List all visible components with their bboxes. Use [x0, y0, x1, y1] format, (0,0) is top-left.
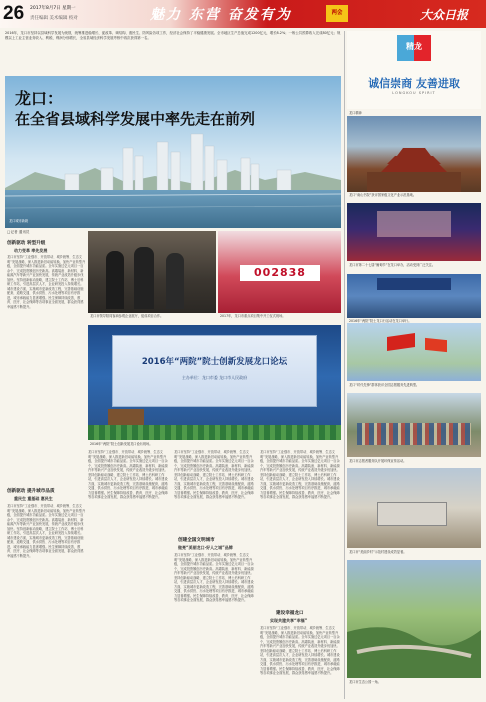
spirit-english: LONGKOU SPIRIT	[392, 91, 436, 95]
date-line: 2017年8月7日 星期一	[30, 6, 76, 11]
section-3-subheading: 做亮“美丽龙口·好人之城”品牌	[178, 545, 233, 550]
right-photo-1	[347, 116, 481, 192]
mid-photo-2	[218, 231, 341, 313]
right-photo-7	[347, 560, 481, 678]
forum-plants	[88, 425, 341, 440]
forum-caption: 2016年“两院”院士创新发展龙口论坛现场。	[90, 442, 153, 446]
mid-body-col-1: 龙口市坚持“工业强市、开放带动、城乡统筹、生态文明”发展战略，深入推进新旧动能转换，加快产业转型升级，全面提升城市功能品质。全年实施过亿元项目一百余个，完成投资额创历史新高。高端装备、新材料、新能源汽车等新兴产业加快发展，传统产业改造升级步伐加快。坚持创新驱动战略，建立院士工作站、博士后科研工作站，引进高层次人才，企业研发投入持续增长。城市建设方面，实施城市更新改造工程，完善基础设施配套，道路交通、供水供热、污水处理等项目有序推进，城市承载能力显著增强。民生保障持续改善，教育、医疗、社会保障等各项事业全面发展，群众获得感幸福感不断提升。	[88, 450, 168, 499]
lead-paragraph: 2016年，龙口市坚持以县域科学发展为统领，统筹推进稳增长、促改革、调结构、惠民生、防风险各项工作，经济社会保持了平稳健康发展。全市地区生产总值完成1200亿元，增长8.2%；一般公共预算收入完成80亿元；规模以上工业主营业务收入、利税、利润分别增长，全省县域经济科学发展考核中再次获得第一名。	[5, 31, 341, 40]
right-photo-4	[347, 323, 481, 381]
mid-body-col-2a: 龙口市坚持“工业强市、开放带动、城乡统筹、生态文明”发展战略，深入推进新旧动能转换，加快产业转型升级，全面提升城市功能品质。全年实施过亿元项目一百余个，完成投资额创历史新高。高端装备、新材料、新能源汽车等新兴产业加快发展，传统产业改造升级步伐加快。坚持创新驱动战略，建立院士工作站、博士后科研工作站，引进高层次人才，企业研发投入持续增长。城市建设方面，实施城市更新改造工程，完善基础设施配套，道路交通、供水供热、污水处理等项目有序推进，城市承载能力显著增强。民生保障持续改善，教育、医疗、社会保障等各项事业全面发展，群众获得感幸福感不断提升。	[174, 450, 254, 499]
forum-banner-title: 2016年“两院”院士创新发展龙口论坛	[141, 357, 288, 367]
stage-screen	[377, 211, 451, 237]
right-caption-6: 龙口市“美丽乡村”示范村建设成效显著。	[349, 550, 407, 554]
longkou-spirit-logo-panel	[347, 31, 481, 109]
forum-screen	[112, 335, 317, 407]
section-2-heading: 创新驱动 提升城市品质	[7, 489, 55, 494]
mid-body-col-3a: 龙口市坚持“工业强市、开放带动、城乡统筹、生态文明”发展战略，深入推进新旧动能转换，加快产业转型升级，全面提升城市功能品质。全年实施过亿元项目一百余个，完成投资额创历史新高。高端装备、新材料、新能源汽车等新兴产业加快发展，传统产业改造升级步伐加快。坚持创新驱动战略，建立院士工作站、博士后科研工作站，引进高层次人才，企业研发投入持续增长。城市建设方面，实施城市更新改造工程，完善基础设施配套，道路交通、供水供热、污水处理等项目有序推进，城市承载能力显著增强。民生保障持续改善，教育、医疗、社会保障等各项事业全面发展，群众获得感幸福感不断提升。	[260, 450, 340, 499]
header-bar	[0, 0, 486, 28]
right-photo-2	[347, 203, 481, 261]
column-rule	[344, 31, 345, 699]
logo-text-banner	[377, 278, 451, 290]
right-caption-1: 龙口“南山书院”获评国家级文化产业示范基地。	[349, 193, 417, 197]
section-4-subheading: 实现共建共享“幸福”	[270, 618, 308, 623]
section-1-heading: 创新驱动 转型升级	[7, 241, 46, 246]
section-2-subheading: 重民生 重基础 惠民生	[14, 496, 53, 501]
section-4-heading: 建设幸福龙口	[276, 611, 304, 616]
mid-body-col-2b: 龙口市坚持“工业强市、开放带动、城乡统筹、生态文明”发展战略，深入推进新旧动能转换，加快产业转型升级，全面提升城市功能品质。全年实施过亿元项目一百余个，完成投资额创历史新高。高端装备、新材料、新能源汽车等新兴产业加快发展，传统产业改造升级步伐加快。坚持创新驱动战略，建立院士工作站、博士后科研工作站，引进高层次人才，企业研发投入持续增长。城市建设方面，实施城市更新改造工程，完善基础设施配套，道路交通、供水供热、污水处理等项目有序推进，城市承载能力显著增强。民生保障持续改善，教育、医疗、社会保障等各项事业全面发展，群众获得感幸福感不断提升。	[174, 553, 254, 602]
forum-photo	[88, 325, 341, 440]
hero-skyline-photo	[5, 76, 341, 228]
right-photo-5	[347, 393, 481, 457]
hero-title-line1: 龙口：	[15, 89, 64, 108]
mid-caption-2: 2017年，龙口市重点项目集中开工仪式现场。	[220, 314, 286, 318]
mid-photo-1	[88, 231, 216, 313]
right-photo-3	[347, 274, 481, 318]
right-photo-6	[347, 468, 481, 548]
mid-body-col-3b: 龙口市坚持“工业强市、开放带动、城乡统筹、生态文明”发展战略，深入推进新旧动能转换，加快产业转型升级，全面提升城市功能品质。全年实施过亿元项目一百余个，完成投资额创历史新高。高端装备、新材料、新能源汽车等新兴产业加快发展，传统产业改造升级步伐加快。坚持创新驱动战略，建立院士工作站、博士后科研工作站，引进高层次人才，企业研发投入持续增长。城市建设方面，实施城市更新改造工程，完善基础设施配套，道路交通、供水供热、污水处理等项目有序推进，城市承载能力显著增强。民生保障持续改善，教育、医疗、社会保障等各项事业全面发展，群众获得感幸福感不断提升。	[260, 626, 340, 675]
skyline-caption: 龙口城市新貌	[9, 219, 29, 223]
logo-text: 精龙	[406, 42, 422, 51]
person-silhouette	[166, 253, 184, 309]
editor-line: 责任编辑 美术编辑 校对	[30, 16, 78, 21]
park-illustration	[347, 560, 481, 678]
right-caption-7: 龙口市生态公园一角。	[349, 680, 381, 684]
pagoda-illustration	[347, 116, 481, 192]
logo-block	[397, 35, 431, 69]
page-number: 26	[3, 3, 25, 24]
red-flag	[387, 333, 415, 351]
newspaper-brand: 大众日报	[420, 8, 469, 22]
banner-text: 魅力 东营 奋发有为	[150, 7, 292, 23]
section-2-body: 龙口市坚持“工业强市、开放带动、城乡统筹、生态文明”发展战略，深入推进新旧动能转换，加快产业转型升级，全面提升城市功能品质。全年实施过亿元项目一百余个，完成投资额创历史新高。高端装备、新材料、新能源汽车等新兴产业加快发展，传统产业改造升级步伐加快。坚持创新驱动战略，建立院士工作站、博士后科研工作站，引进高层次人才，企业研发投入持续增长。城市建设方面，实施城市更新改造工程，完善基础设施配套，道路交通、供水供热、污水处理等项目有序推进，城市承载能力显著增强。民生保障持续改善，教育、医疗、社会保障等各项事业全面发展，群众获得感幸福感不断提升。	[7, 504, 86, 558]
forum-banner-sub: 主办单位：龙口市委 龙口市人民政府	[181, 375, 248, 380]
red-flag	[425, 338, 447, 352]
bus-shape	[377, 502, 447, 526]
spirit-slogan: 诚信崇商 友善进取	[368, 77, 460, 90]
right-caption-2: 龙口市第二十七届“葡萄节”在龙口举办，活动受到广泛关注。	[349, 263, 436, 267]
counter-display: 002838	[240, 265, 320, 281]
right-caption-3: 2016年“两院”院士龙口行活动在龙口举行。	[349, 319, 412, 323]
group-people	[357, 423, 471, 445]
banner-badge: 两会	[326, 5, 348, 22]
byline: □记者 通讯员	[7, 230, 30, 234]
spirit-caption: 龙口精神	[349, 111, 362, 115]
section-1-subheading: 动力变革 率先发展	[14, 248, 48, 253]
section-1-body: 龙口市坚持“工业强市、开放带动、城乡统筹、生态文明”发展战略，深入推进新旧动能转换，加快产业转型升级，全面提升城市功能品质。全年实施过亿元项目一百余个，完成投资额创历史新高。高端装备、新材料、新能源汽车等新兴产业加快发展，传统产业改造升级步伐加快。坚持创新驱动战略，建立院士工作站、博士后科研工作站，引进高层次人才，企业研发投入持续增长。城市建设方面，实施城市更新改造工程，完善基础设施配套，道路交通、供水供热、污水处理等项目有序推进，城市承载能力显著增强。民生保障持续改善，教育、医疗、社会保障等各项事业全面发展，群众获得感幸福感不断提升。	[7, 255, 86, 309]
section-3-heading: 创建全国文明城市	[178, 538, 215, 543]
hero-title-line2: 在全省县域科学发展中率先走在前列	[15, 110, 256, 128]
mid-caption-1: 龙口市领导陪同客商参观企业展厅，促成项目合作。	[90, 314, 164, 318]
right-caption-4: 龙口“时代先锋”群体获评全国志愿服务先进典型。	[349, 383, 420, 387]
person-silhouette	[134, 247, 154, 309]
person-silhouette	[106, 251, 124, 309]
right-caption-5: 龙口市志愿者服务队开展环保宣传活动。	[349, 459, 407, 463]
